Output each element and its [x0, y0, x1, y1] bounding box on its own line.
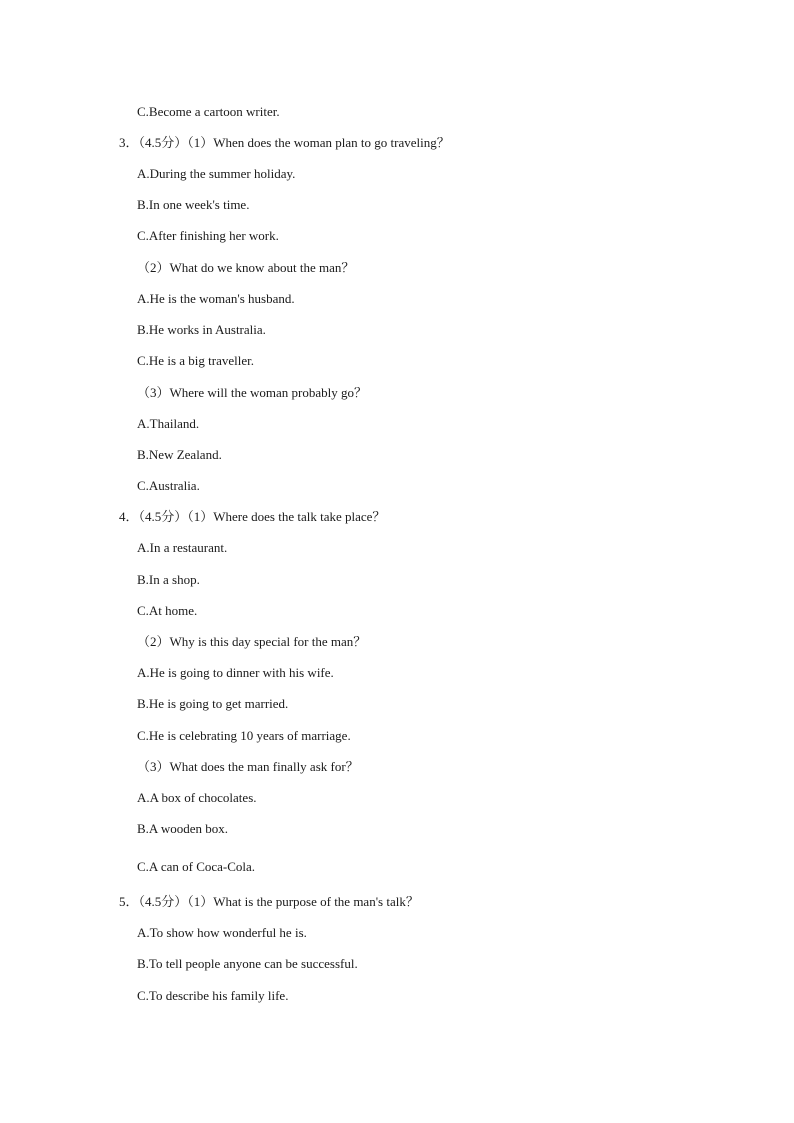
- q3-3-question: （3）Where will the woman probably go？: [137, 385, 367, 400]
- q4-2-option-b: B.He is going to get married.: [137, 696, 289, 711]
- q3-3-option-a: A.Thailand.: [137, 416, 200, 431]
- q4-3-option-b: B.A wooden box.: [137, 821, 228, 836]
- q4-1-option-c: C.At home.: [137, 603, 198, 618]
- question-5-header: 5．（4.5分）（1）What is the purpose of the man's talk？: [119, 894, 419, 909]
- q4-2-question: （2）Why is this day special for the man？: [137, 634, 367, 649]
- q3-3-option-c: C.Australia.: [137, 478, 200, 493]
- q3-1-option-a: A.During the summer holiday.: [137, 166, 296, 181]
- q4-3-question: （3）What does the man finally ask for？: [137, 759, 359, 774]
- q2-option-c: C.Become a cartoon writer.: [137, 104, 280, 119]
- question-4-header: 4．（4.5分）（1）Where does the talk take place？: [119, 509, 386, 524]
- q3-2-option-b: B.He works in Australia.: [137, 322, 266, 337]
- q5-1-option-b: B.To tell people anyone can be successful.: [137, 956, 358, 971]
- q4-2-option-a: A.He is going to dinner with his wife.: [137, 665, 334, 680]
- q4-1-option-b: B.In a shop.: [137, 572, 200, 587]
- q4-3-option-a: A.A box of chocolates.: [137, 790, 257, 805]
- q3-2-option-c: C.He is a big traveller.: [137, 353, 254, 368]
- q5-1-option-c: C.To describe his family life.: [137, 988, 289, 1003]
- q3-3-option-b: B.New Zealand.: [137, 447, 222, 462]
- q4-3-option-c: C.A can of Coca-Cola.: [137, 859, 256, 874]
- q4-2-option-c: C.He is celebrating 10 years of marriage.: [137, 728, 351, 743]
- q3-1-option-b: B.In one week's time.: [137, 197, 250, 212]
- question-3-header: 3．（4.5分）（1）When does the woman plan to go traveling？: [119, 135, 450, 150]
- q3-2-option-a: A.He is the woman's husband.: [137, 291, 295, 306]
- q3-2-question: （2）What do we know about the man？: [137, 260, 355, 275]
- q3-1-option-c: C.After finishing her work.: [137, 228, 279, 243]
- q5-1-option-a: A.To show how wonderful he is.: [137, 925, 307, 940]
- q4-1-option-a: A.In a restaurant.: [137, 540, 228, 555]
